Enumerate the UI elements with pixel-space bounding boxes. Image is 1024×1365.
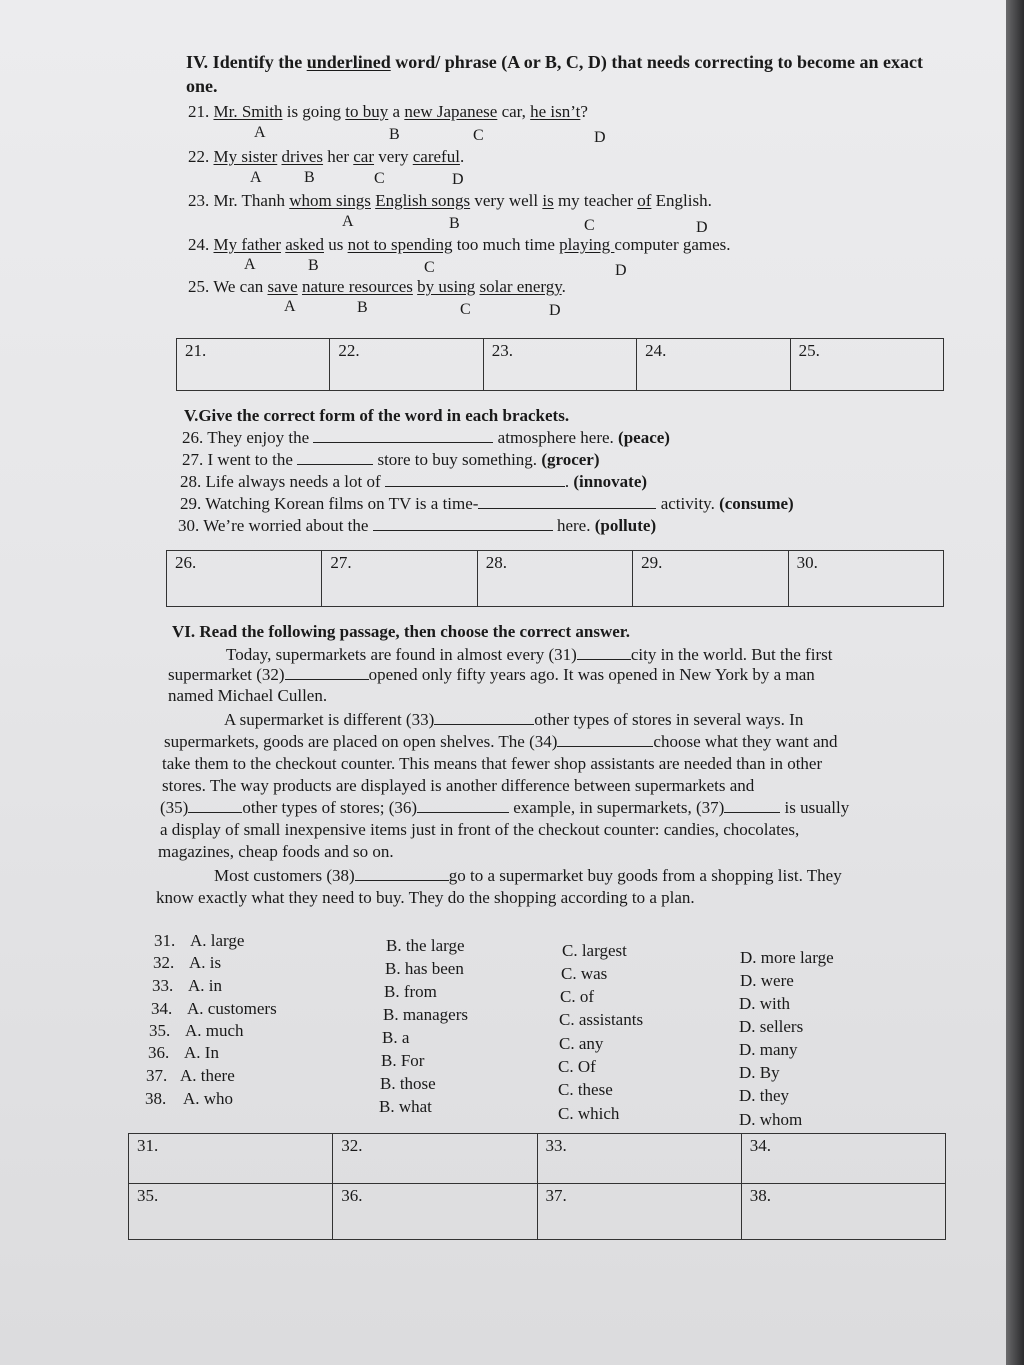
option-a[interactable]: A. is (189, 953, 222, 972)
label-d: D (452, 171, 464, 188)
passage-line: supermarket (32) opened only fifty years ago. It was opened in New York by a man (168, 665, 815, 684)
label-c: C (424, 259, 435, 276)
answer-cell[interactable]: 34. (741, 1134, 945, 1184)
question-28: 28. Life always needs a lot of . (innovate) (180, 472, 648, 491)
option-number: 32. (153, 953, 175, 972)
question-22: 22. My sister drives her car very careful. (188, 147, 465, 166)
option-a[interactable]: A. in (188, 976, 222, 995)
option-d[interactable]: D. whom (739, 1110, 803, 1129)
answer-table-4 (176, 338, 944, 391)
option-c[interactable]: C. which (558, 1104, 620, 1123)
label-a: A (250, 169, 262, 186)
option-c[interactable]: C. Of (558, 1057, 596, 1076)
answer-cell[interactable]: 35. (129, 1184, 333, 1240)
answer-cell[interactable]: 25. (790, 339, 943, 391)
answer-cell[interactable]: 28. (477, 551, 632, 607)
answer-cell[interactable]: 37. (537, 1184, 741, 1240)
label-b: B (357, 299, 368, 316)
question-29: 29. Watching Korean films on TV is a time- activity. (consume) (180, 494, 794, 513)
answer-cell[interactable]: 27. (322, 551, 477, 607)
section4-title: IV. Identify the underlined word/ phrase (A or B, C, D) that needs correcting to become an exact (186, 52, 923, 72)
passage-line: know exactly what they need to buy. They do the shopping according to a plan. (156, 888, 695, 907)
option-a[interactable]: A. much (185, 1021, 244, 1040)
page-edge-shadow (1006, 0, 1024, 1365)
label-c: C (374, 170, 385, 187)
question-25: 25. We can save nature resources by using solar energy. (188, 277, 566, 296)
option-b[interactable]: B. managers (383, 1005, 468, 1024)
option-number: 37. (146, 1066, 168, 1085)
answer-cell[interactable]: 38. (741, 1184, 945, 1240)
answer-cell[interactable]: 31. (129, 1134, 333, 1184)
label-a: A (254, 124, 266, 141)
label-b: B (308, 257, 319, 274)
option-d[interactable]: D. were (740, 971, 794, 990)
answer-cell[interactable]: 36. (333, 1184, 537, 1240)
label-c: C (584, 217, 595, 234)
question-27: 27. I went to the store to buy something. (grocer) (182, 450, 600, 469)
label-c: C (460, 301, 471, 318)
passage-line: a display of small inexpensive items just in front of the checkout counter: candies, chocolates, (160, 820, 800, 839)
label-c: C (473, 127, 484, 144)
section4-title-cont: one. (186, 76, 218, 96)
section5-title: V.Give the correct form of the word in each brackets. (184, 406, 570, 425)
answer-cell[interactable]: 33. (537, 1134, 741, 1184)
passage-line: magazines, cheap foods and so on. (158, 842, 394, 861)
label-d: D (696, 219, 708, 236)
answer-table-5 (166, 550, 944, 607)
option-d[interactable]: D. more large (740, 948, 834, 967)
option-c[interactable]: C. any (559, 1034, 604, 1053)
answer-cell[interactable]: 23. (483, 339, 636, 391)
option-d[interactable]: D. sellers (739, 1017, 804, 1036)
section6-title: VI. Read the following passage, then choose the correct answer. (172, 622, 631, 641)
label-a: A (284, 298, 296, 315)
option-a[interactable]: A. customers (187, 999, 277, 1018)
question-24: 24. My father asked us not to spending too much time playing computer games. (188, 235, 731, 254)
answer-cell[interactable]: 29. (633, 551, 788, 607)
option-a[interactable]: A. there (180, 1066, 235, 1085)
passage-line: A supermarket is different (33) other types of stores in several ways. In (224, 710, 804, 729)
option-d[interactable]: D. with (739, 994, 790, 1013)
question-30: 30. We’re worried about the here. (pollute) (178, 516, 657, 535)
option-b[interactable]: B. the large (386, 936, 465, 955)
label-a: A (244, 256, 256, 273)
option-number: 33. (152, 976, 174, 995)
option-number: 36. (148, 1043, 170, 1062)
label-b: B (304, 169, 315, 186)
option-b[interactable]: B. what (379, 1097, 432, 1116)
option-b[interactable]: B. a (382, 1028, 410, 1047)
option-c[interactable]: C. assistants (559, 1010, 644, 1029)
label-b: B (449, 215, 460, 232)
answer-cell[interactable]: 22. (330, 339, 483, 391)
question-21: 21. Mr. Smith is going to buy a new Japanese car, he isn’t? (188, 102, 588, 121)
passage-line: take them to the checkout counter. This means that fewer shop assistants are needed than in other (162, 754, 823, 773)
option-c[interactable]: C. largest (562, 941, 627, 960)
answer-cell[interactable]: 24. (637, 339, 790, 391)
label-b: B (389, 126, 400, 143)
label-a: A (342, 213, 354, 230)
option-number: 31. (154, 931, 176, 950)
option-c[interactable]: C. was (561, 964, 608, 983)
answer-cell[interactable]: 21. (177, 339, 330, 391)
option-b[interactable]: B. has been (385, 959, 464, 978)
option-d[interactable]: D. By (739, 1063, 780, 1082)
label-d: D (594, 129, 606, 146)
option-d[interactable]: D. many (739, 1040, 798, 1059)
question-26: 26. They enjoy the atmosphere here. (peace) (182, 428, 670, 447)
option-b[interactable]: B. For (381, 1051, 425, 1070)
option-d[interactable]: D. they (739, 1086, 790, 1105)
option-number: 38. (145, 1089, 167, 1108)
passage-line: stores. The way products are displayed is another difference between supermarkets and (162, 776, 755, 795)
question-23: 23. Mr. Thanh whom sings English songs very well is my teacher of English. (188, 191, 712, 210)
answer-cell[interactable]: 32. (333, 1134, 537, 1184)
option-a[interactable]: A. large (190, 931, 245, 950)
option-c[interactable]: C. these (558, 1080, 613, 1099)
label-d: D (549, 302, 561, 319)
label-d: D (615, 262, 627, 279)
option-b[interactable]: B. from (384, 982, 437, 1001)
answer-cell[interactable]: 30. (788, 551, 943, 607)
passage-line: Most customers (38) go to a supermarket buy goods from a shopping list. They (214, 866, 842, 885)
option-number: 34. (151, 999, 173, 1018)
passage-line: supermarkets, goods are placed on open shelves. The (34) choose what they want and (164, 732, 838, 751)
passage-line: (35) other types of stores; (36) example, in supermarkets, (37) is usually (160, 798, 850, 817)
answer-cell[interactable]: 26. (167, 551, 322, 607)
passage-line: named Michael Cullen. (168, 686, 328, 705)
option-number: 35. (149, 1021, 171, 1040)
option-a[interactable]: A. who (183, 1089, 234, 1108)
option-b[interactable]: B. those (380, 1074, 436, 1093)
option-a[interactable]: A. In (184, 1043, 219, 1062)
option-c[interactable]: C. of (560, 987, 594, 1006)
passage-line: Today, supermarkets are found in almost every (31) city in the world. But the first (226, 645, 833, 664)
answer-table-6 (128, 1133, 946, 1240)
